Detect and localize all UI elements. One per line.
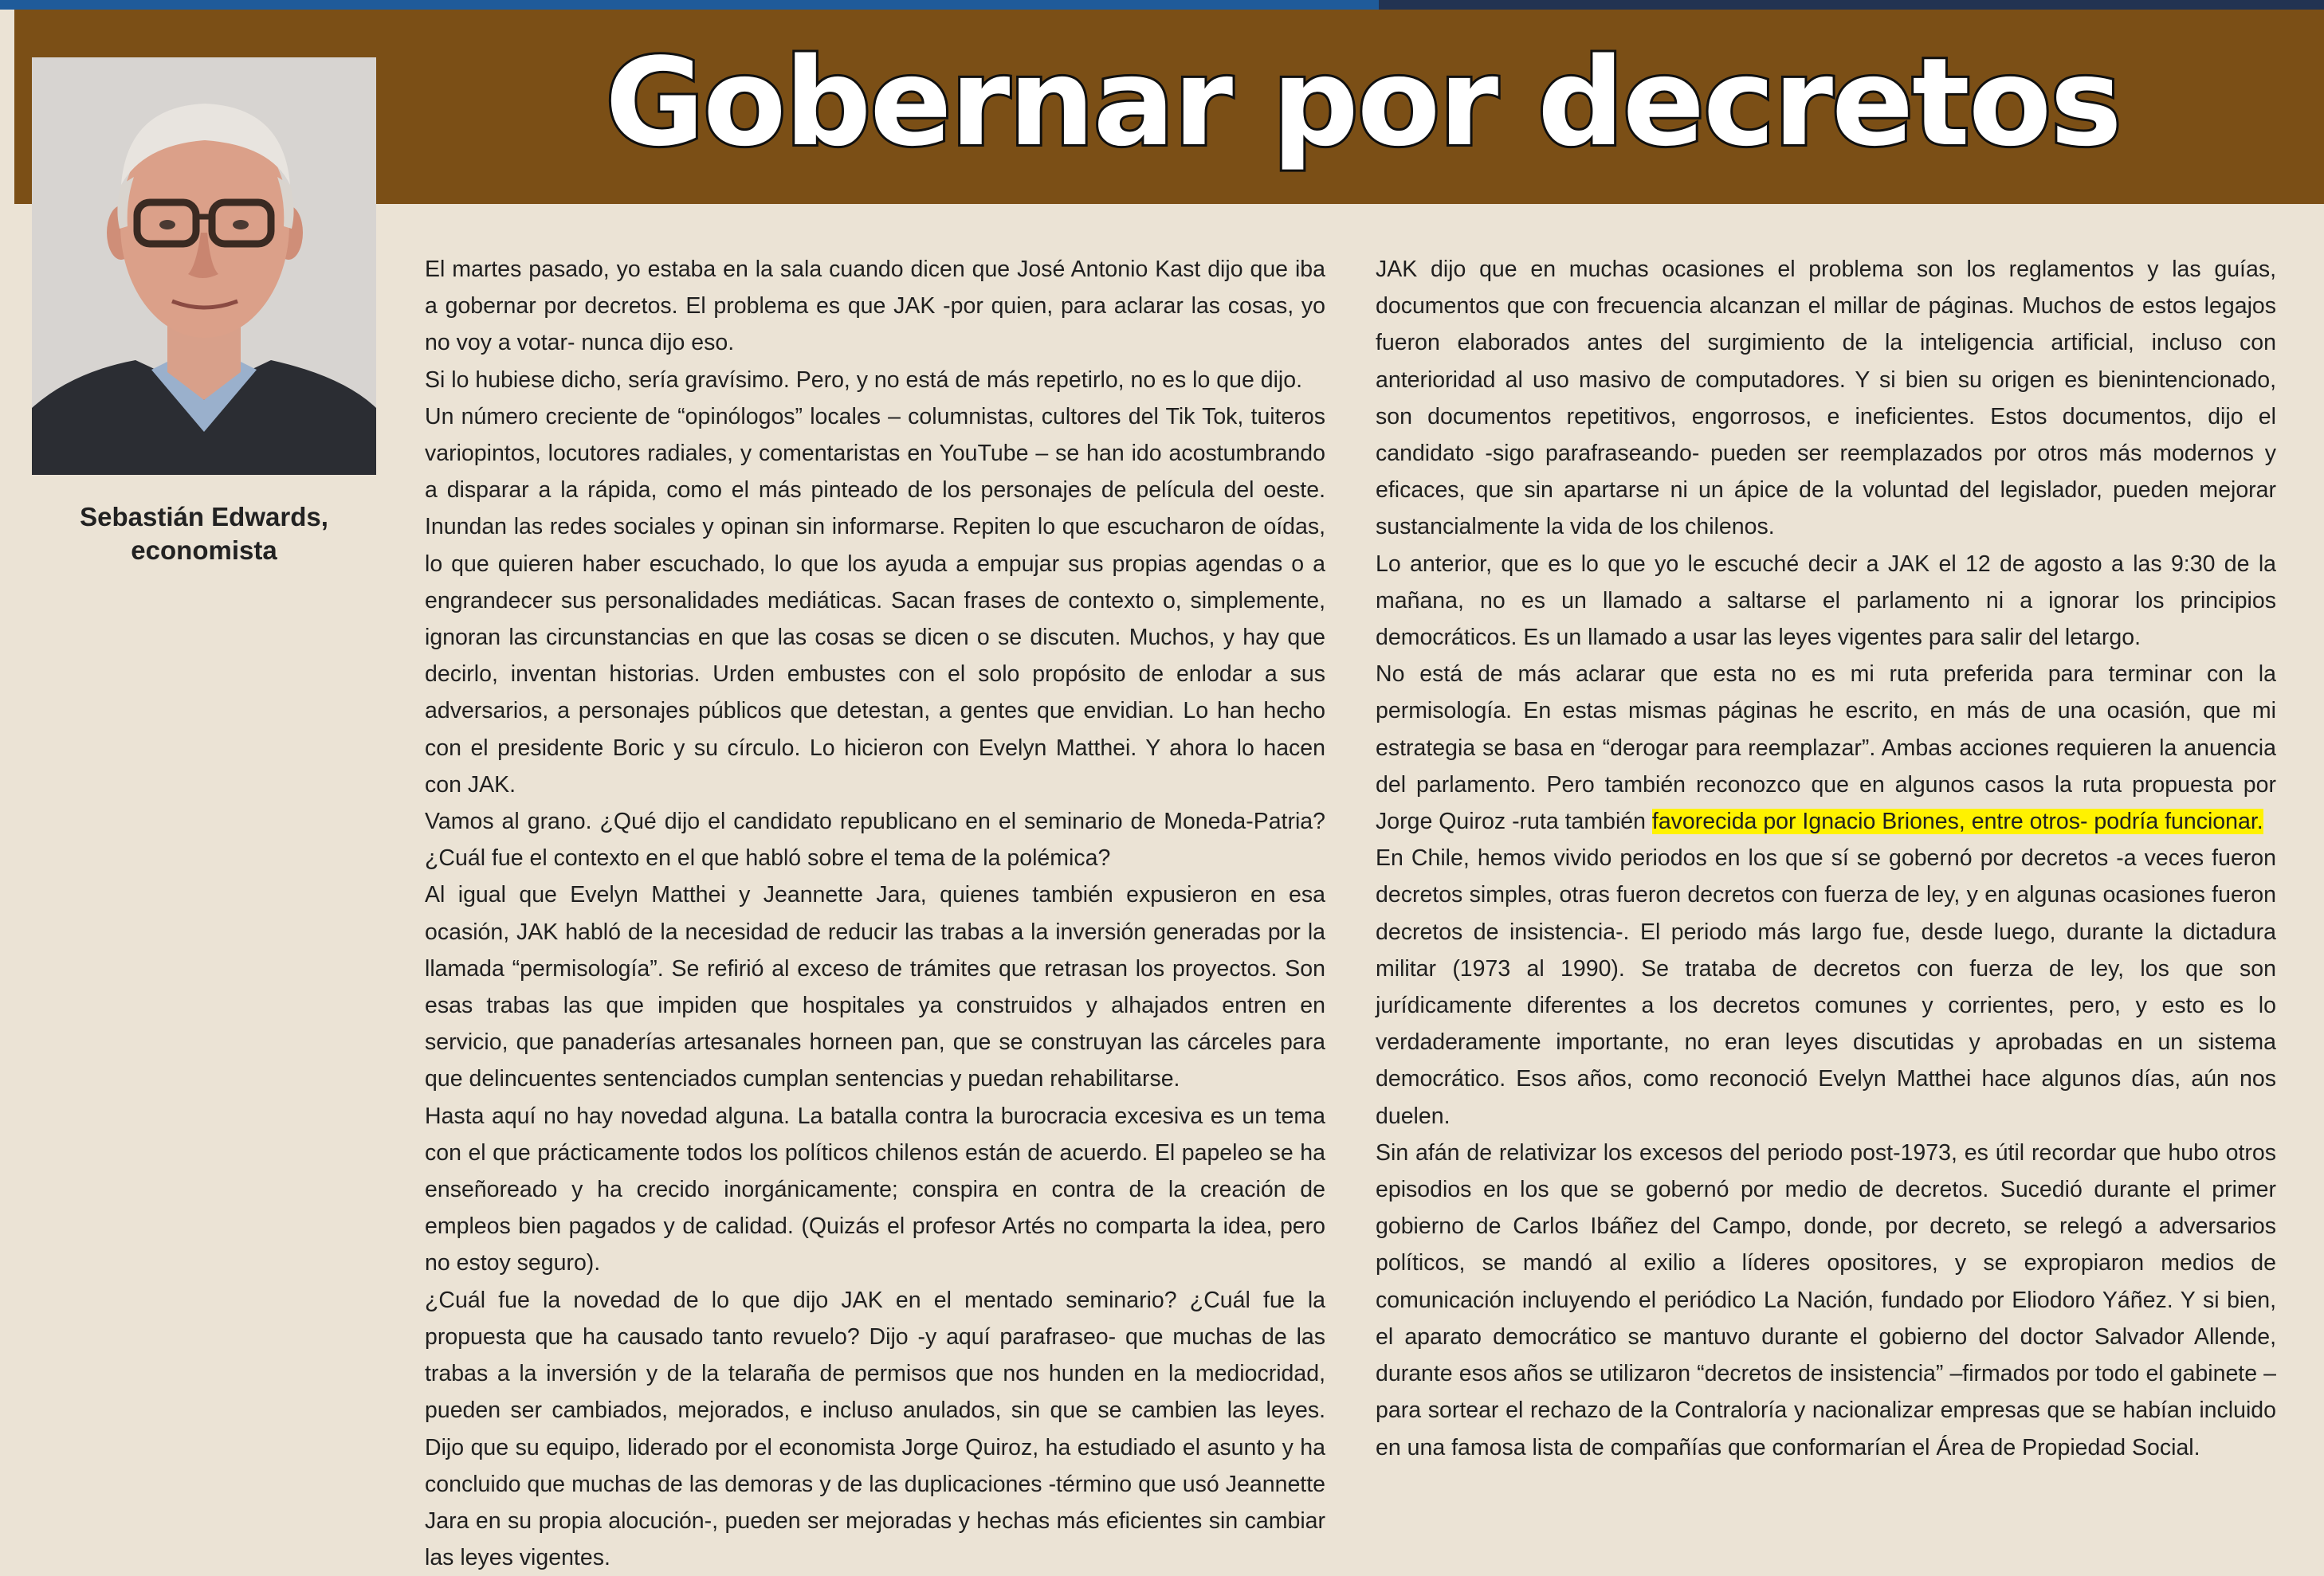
paragraph	[1376, 656, 2276, 840]
top-rule-right	[1379, 0, 2324, 10]
paragraph: Al igual que Evelyn Matthei y Jeannette Jara, quienes también expusieron en esa ocasión, JAK habló de la necesidad de reducir las trabas a la inversión generadas por la llamada “permisología”. Se refirió al exceso de trámites que retrasan los proyectos. Son esas trabas las que impiden que hospitales ya construidos y alhajados entren en servicio, que panaderías artesanales horneen pan, que se construyan las cárceles para que delincuentes sentenciados cumplan sentencias y puedan rehabilitarse.	[425, 882, 1325, 1092]
author-role: economista	[131, 535, 277, 565]
paragraph: Hasta aquí no hay novedad alguna. La batalla contra la burocracia excesiva es un tema con el que prácticamente todos los políticos chilenos están de acuerdo. El papeleo se ha enseñoreado y ha crecido inorgánicamente; conspira en contra de la creación de empleos bien pagados y de calidad. (Quizás el profesor Artés no comparta la idea, pero no estoy seguro).	[425, 1103, 1325, 1276]
author-photo	[32, 57, 376, 475]
paragraph: En Chile, hemos vivido periodos en los que sí se gobernó por decretos -a veces fueron decretos simples, otras fueron decretos con fuerza de ley, y en algunas ocasiones fueron decretos de insistencia-. El periodo más largo fue, desde luego, durante la dictadura militar (1973 al 1990). Se trataba de decretos con fuerza de ley, los que son jurídicamente diferentes a los decretos comunes y corrientes, pero, y esto es lo verdaderamente importante, no eran leyes discutidas y aprobadas en un sistema democrático. Esos años, como reconoció Evelyn Matthei hace algunos días, aún nos duelen.	[1376, 845, 2276, 1129]
paragraph: El martes pasado, yo estaba en la sala cuando dicen que José Antonio Kast dijo que iba a gobernar por decretos. El problema es que JAK -por quien, para aclarar las cosas, yo no voy a votar- nunca dijo eso.	[425, 257, 1325, 356]
paragraph: Lo anterior, que es lo que yo le escuché decir a JAK el 12 de agosto a las 9:30 de la mañana, no es un llamado a saltarse el parlamento ni a ignorar los principios democráticos. Es un llamado a usar las leyes vigentes para salir del letargo.	[1376, 551, 2276, 651]
paragraph: JAK dijo que en muchas ocasiones el problema son los reglamentos y las guías, documentos que con frecuencia alcanzan el millar de páginas. Muchos de estos legajos fueron elaborados antes del surgimiento de la inteligencia artificial, incluso con anterioridad al uso masivo de computadores. Y si bien su origen es bienintencionado, son documentos repetitivos, engorrosos, e ineficientes. Estos documentos, dijo el candidato -sigo parafraseando- pueden ser reemplazados por otros más modernos y eficaces, que sin apartarse ni un ápice de la voluntad del legislador, pueden mejorar sustancialmente la vida de los chilenos.	[1376, 257, 2276, 540]
article-column-right	[1376, 251, 2276, 1466]
headline: Gobernar por decretos	[605, 31, 2121, 173]
paragraph: Un número creciente de “opinólogos” locales – columnistas, cultores del Tik Tok, tuiteros variopintos, locutores radiales, y comentaristas en YouTube – se han ido acostumbrando a disparar a la rápida, como el más pinteado de los personajes de película del oeste. Inundan las redes sociales y opinan sin informarse. Repiten lo que escucharon de oídas, lo que quieren haber escuchado, lo que los ayuda a empujar sus propias agendas o a engrandecer sus personalidades mediáticas. Sacan frases de contexto o, simplemente, ignoran las circunstancias en que las cosas se dicen o se discuten. Muchos, y hay que decirlo, inventan historias. Urden embustes con el solo propósito de enlodar a sus adversarios, a personajes públicos que detestan, a gentes que envidian. Lo han hecho con el presidente Boric y su círculo. Lo hicieron con Evelyn Matthei. Y ahora lo hacen con JAK.	[425, 403, 1325, 798]
top-rule-left	[0, 0, 1379, 10]
article-column-left	[425, 251, 1325, 1576]
paragraph-text: No está de más aclarar que esta no es mi ruta preferida para terminar con la permisología. En estas mismas páginas he escrito, en más de una ocasión, que mi estrategia se basa en “derogar para reemplazar”. Ambas acciones requieren la anuencia del parlamento. Pero también reconozco que en algunos casos la ruta propuesta por Jorge Quiroz -ruta también	[1376, 661, 2276, 835]
paragraph: Sin afán de relativizar los excesos del periodo post-1973, es útil recordar que hubo otros episodios en los que se gobernó por medio de decretos. Sucedió durante el primer gobierno de Carlos Ibáñez del Campo, donde, por decreto, se relegó a adversarios políticos, se mandó al exilio a líderes opositores, y se expropiaron medios de comunicación incluyendo el periódico La Nación, fundado por Eliodoro Yáñez. Y si bien, el aparato democrático se mantuvo durante el gobierno del doctor Salvador Allende, durante esos años se utilizaron “decretos de insistencia” –firmados por todo el gabinete –para sortear el rechazo de la Contraloría y nacionalizar empresas que se habían incluido en una famosa lista de compañías que conformarían el Área de Propiedad Social.	[1376, 1139, 2276, 1460]
highlighted-text: favorecida por Ignacio Briones, entre otros- podría funcionar.	[1651, 809, 2263, 835]
paragraph: Si lo hubiese dicho, sería gravísimo. Pero, y no está de más repetirlo, no es lo que dijo.	[425, 367, 1303, 393]
paragraph: Vamos al grano. ¿Qué dijo el candidato republicano en el seminario de Moneda-Patria? ¿Cuál fue el contexto en el que habló sobre el tema de la polémica?	[425, 809, 1325, 872]
paragraph: ¿Cuál fue la novedad de lo que dijo JAK en el mentado seminario? ¿Cuál fue la propuesta que ha causado tanto revuelo? Dijo -y aquí parafraseo- que muchas de las trabas a la inversión y de la telaraña de permisos que nos hunden en la mediocridad, pueden ser cambiados, mejorados, e incluso anulados, sin que se cambien las leyes. Dijo que su equipo, liderado por el economista Jorge Quiroz, ha estudiado el asunto y ha concluido que muchas de las demoras y de las duplicaciones -término que usó Jeannette Jara en su propia alocución-, pueden ser mejoradas y hechas más eficientes sin cambiar las leyes vigentes.	[425, 1287, 1325, 1571]
author-caption	[32, 500, 376, 567]
author-name: Sebastián Edwards,	[80, 502, 328, 531]
